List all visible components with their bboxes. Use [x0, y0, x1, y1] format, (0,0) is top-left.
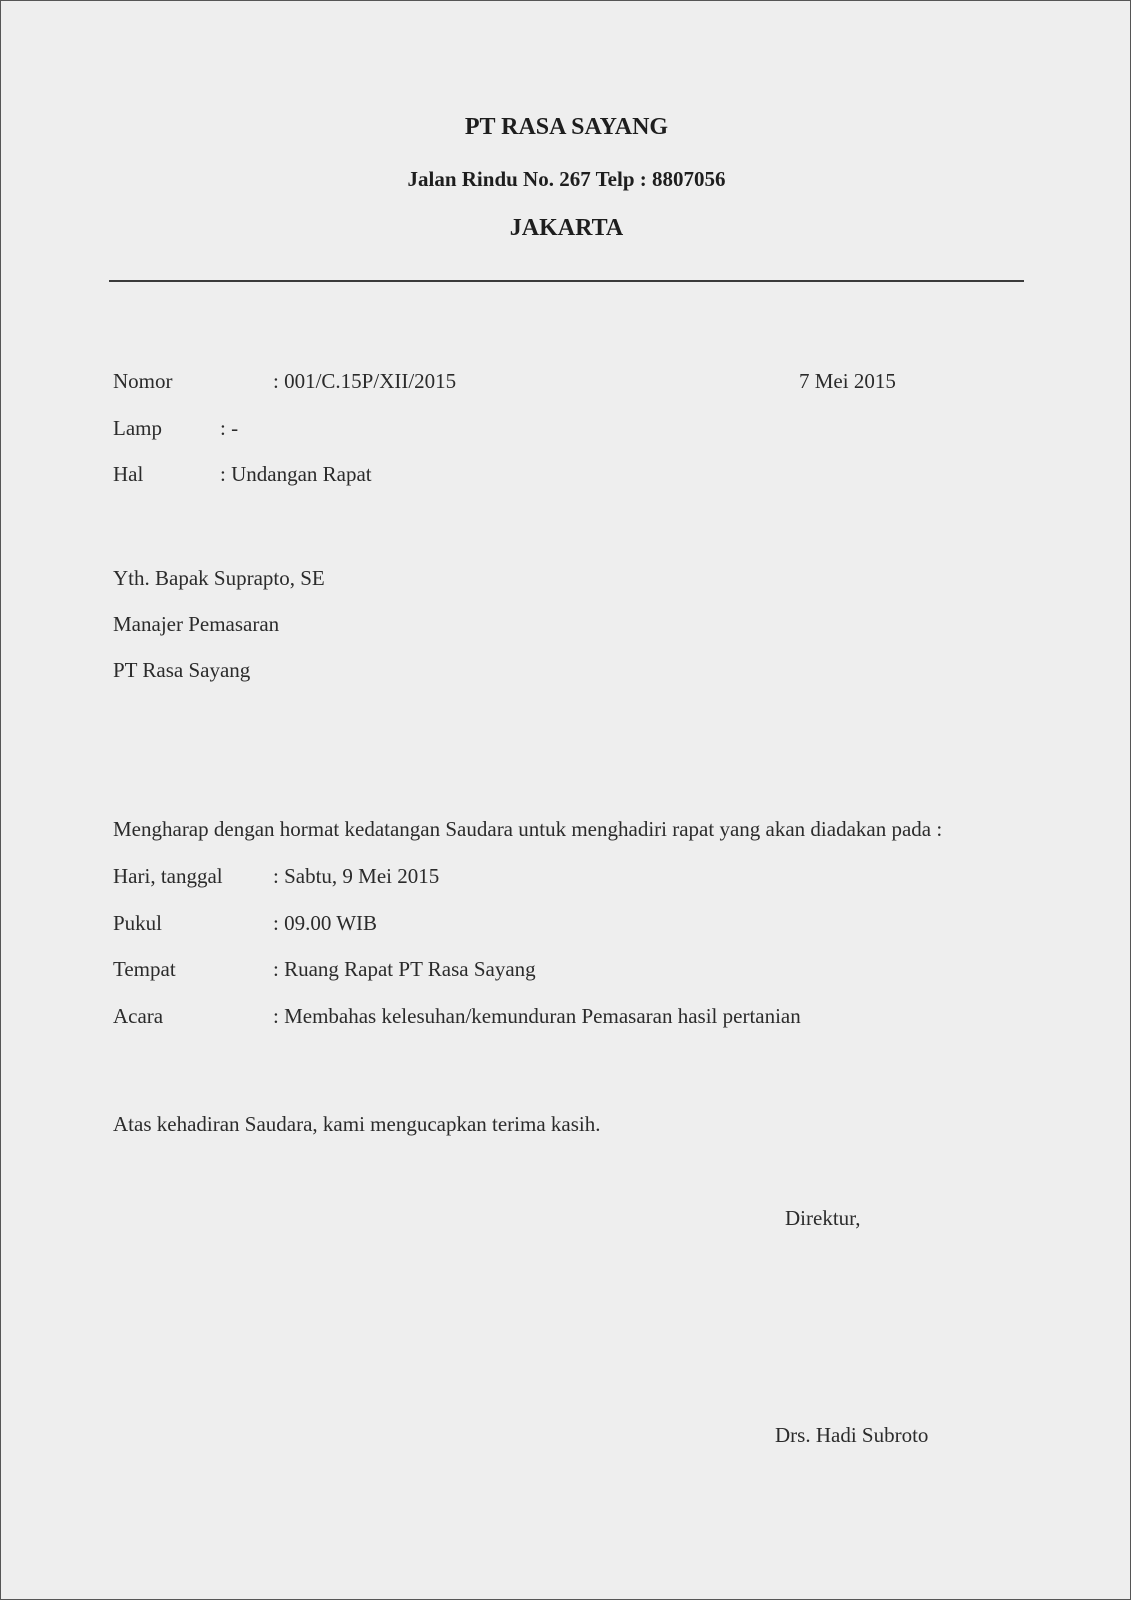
lamp-value: : -: [220, 416, 239, 440]
nomor-value: : 001/C.15P/XII/2015: [273, 369, 457, 393]
detail-label: Hari, tanggal: [113, 864, 223, 888]
detail-value: : Membahas kelesuhan/kemunduran Pemasaran hasil pertanian: [273, 1004, 801, 1028]
letterhead-divider: [109, 280, 1024, 282]
company-address: Jalan Rindu No. 267 Telp : 8807056: [407, 167, 726, 191]
closing-paragraph: Atas kehadiran Saudara, kami mengucapkan terima kasih.: [113, 1112, 601, 1136]
hal-value: : Undangan Rapat: [220, 462, 372, 486]
recipient-name: Yth. Bapak Suprapto, SE: [113, 566, 325, 590]
hal-label: Hal: [113, 462, 144, 486]
signature-title: Direktur,: [785, 1206, 861, 1230]
detail-label: Tempat: [113, 957, 176, 981]
recipient-position: Manajer Pemasaran: [113, 612, 280, 636]
detail-value: : Sabtu, 9 Mei 2015: [273, 864, 440, 888]
recipient-company: PT Rasa Sayang: [113, 658, 251, 682]
signature-name: Drs. Hadi Subroto: [775, 1423, 929, 1447]
company-name: PT RASA SAYANG: [464, 114, 669, 140]
company-city: JAKARTA: [509, 215, 624, 241]
intro-paragraph: Mengharap dengan hormat kedatangan Saudara untuk menghadiri rapat yang akan diadakan pada :: [113, 817, 943, 841]
detail-label: Acara: [113, 1004, 164, 1028]
letter-date: 7 Mei 2015: [799, 369, 896, 393]
detail-value: : 09.00 WIB: [273, 911, 378, 935]
detail-value: : Ruang Rapat PT Rasa Sayang: [273, 957, 536, 981]
detail-label: Pukul: [113, 911, 163, 935]
nomor-label: Nomor: [113, 369, 173, 393]
lamp-label: Lamp: [113, 416, 162, 440]
